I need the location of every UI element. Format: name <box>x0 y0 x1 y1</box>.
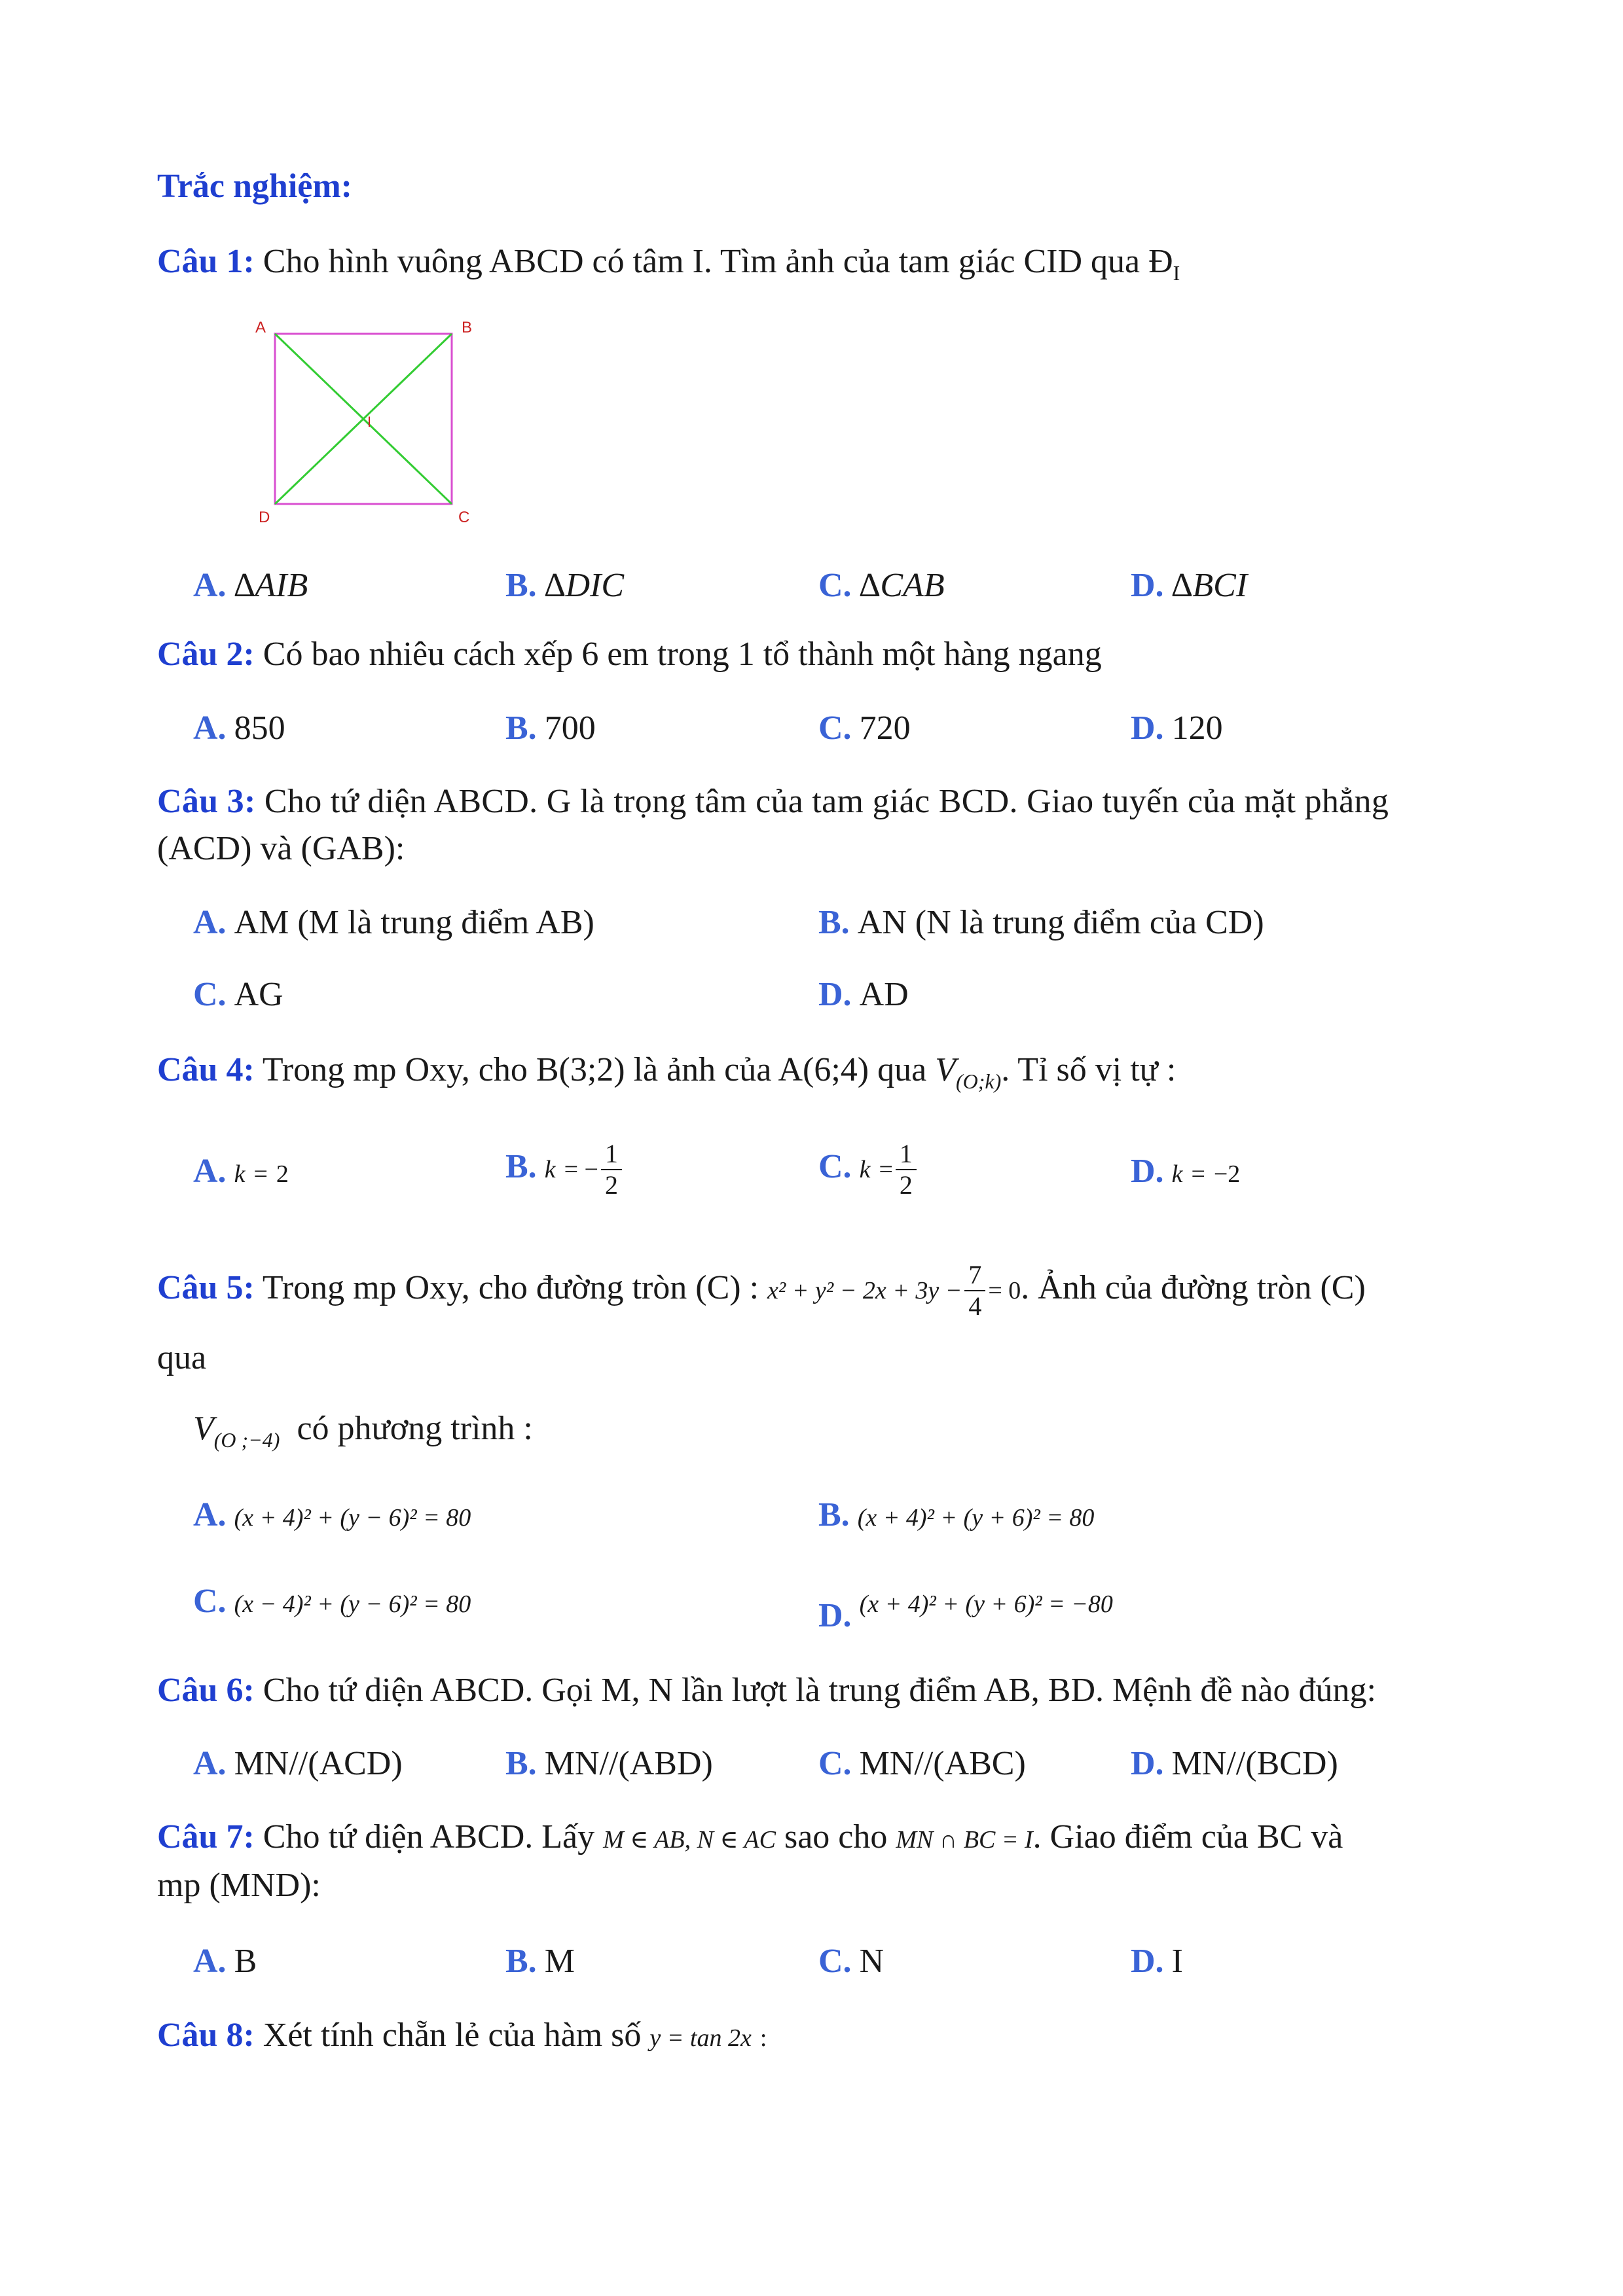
option-eq: = − <box>564 1155 598 1183</box>
question-6 <box>157 1668 1376 1713</box>
option-text: ∆BCI <box>1171 567 1248 604</box>
question-label: Câu 7: <box>157 1818 255 1856</box>
question-label: Câu 5: <box>157 1268 255 1306</box>
question-label: Câu 6: <box>157 1672 255 1709</box>
question-5-line-3 <box>193 1406 533 1452</box>
q4-option-d[interactable] <box>1131 1149 1240 1197</box>
q1-option-c[interactable] <box>818 563 945 609</box>
option-text: I <box>1171 1943 1183 1980</box>
q3-option-a[interactable] <box>193 900 594 946</box>
option-eq: = <box>253 1160 268 1188</box>
option-letter: B. <box>505 1943 537 1980</box>
homothety-subscript: (O;k) <box>955 1069 1002 1093</box>
q5-option-c[interactable] <box>193 1579 471 1627</box>
fraction-numerator: 1 <box>896 1139 917 1170</box>
question-8 <box>157 2013 767 2061</box>
option-text: ∆CAB <box>859 567 945 604</box>
vertex-label-a: A <box>255 319 266 336</box>
option-letter: A. <box>193 1943 227 1980</box>
q2-option-b[interactable] <box>505 706 596 751</box>
option-rhs: −2 <box>1213 1160 1241 1188</box>
option-letter: C. <box>818 1147 852 1185</box>
fraction-numerator: 7 <box>964 1260 985 1291</box>
q5-option-d[interactable] <box>818 1579 1113 1634</box>
question-5-line-2: qua <box>157 1339 207 1376</box>
fraction <box>964 1260 985 1321</box>
question-label: Câu 1: <box>157 243 255 280</box>
question-text: Xét tính chẵn lẻ của hàm số <box>263 2017 642 2054</box>
option-text: MN//(ACD) <box>234 1745 403 1782</box>
option-letter: B. <box>505 567 537 604</box>
option-lhs: k <box>859 1155 871 1183</box>
option-letter: C. <box>193 1583 227 1620</box>
option-letter: B. <box>818 904 850 941</box>
question-text: Trong mp Oxy, cho B(3;2) là ảnh của A(6;4) qua <box>262 1051 927 1088</box>
q1-option-b[interactable] <box>505 563 624 609</box>
question-3-line-2: (ACD) và (GAB): <box>157 830 405 867</box>
question-3 <box>157 779 1389 825</box>
q3-option-c[interactable] <box>193 972 283 1018</box>
option-text: MN//(BCD) <box>1171 1745 1338 1782</box>
option-letter: C. <box>818 1745 852 1782</box>
question-1 <box>157 239 1180 285</box>
option-letter: D. <box>1131 1745 1164 1782</box>
q5-option-a[interactable] <box>193 1492 471 1541</box>
option-text: 700 <box>544 709 596 747</box>
question-text: có phương trình : <box>297 1410 533 1447</box>
option-text: MN//(ABD) <box>544 1745 713 1782</box>
option-lhs: k <box>234 1160 246 1188</box>
q6-option-d[interactable] <box>1131 1741 1338 1787</box>
option-text: B <box>234 1943 257 1980</box>
fraction-numerator: 1 <box>601 1139 622 1170</box>
option-letter: D. <box>1131 709 1164 747</box>
section-heading: Trắc nghiệm: <box>157 168 352 205</box>
equation-end: = 0 <box>988 1276 1021 1304</box>
question-4 <box>157 1047 1176 1093</box>
question-text: Cho hình vuông ABCD có tâm I. Tìm ảnh của tam giác CID qua Đ <box>263 243 1173 280</box>
option-letter: A. <box>193 709 227 747</box>
question-text: Có bao nhiêu cách xếp 6 em trong 1 tổ thành một hàng ngang <box>263 636 1102 673</box>
option-text: (x + 4)² + (y − 6)² = 80 <box>234 1504 471 1532</box>
fraction <box>896 1139 917 1200</box>
option-letter: D. <box>1131 1943 1164 1980</box>
option-letter: D. <box>1131 567 1164 604</box>
option-text: AM (M là trung điểm AB) <box>234 904 594 941</box>
membership-expression: M ∈ AB, N ∈ AC <box>603 1826 776 1854</box>
option-letter: B. <box>505 1745 537 1782</box>
homothety-symbol: V <box>193 1410 214 1447</box>
q4-option-b[interactable] <box>505 1139 625 1200</box>
question-label: Câu 2: <box>157 636 255 673</box>
option-letter: B. <box>818 1496 850 1534</box>
question-text-end: . Ảnh của đường tròn (C) <box>1021 1268 1366 1306</box>
option-letter: A. <box>193 904 227 941</box>
question-label: Câu 3: <box>157 783 256 820</box>
q3-option-d[interactable] <box>818 972 909 1018</box>
circle-equation: x² + y² − 2x + 3y − <box>767 1276 962 1304</box>
question-text-mid: sao cho <box>784 1818 888 1856</box>
vertex-label-b: B <box>462 319 473 336</box>
homothety-symbol: V <box>935 1051 956 1088</box>
option-letter: A. <box>193 1496 227 1534</box>
option-letter: B. <box>505 1147 537 1185</box>
square-figure <box>249 314 498 530</box>
option-text: AD <box>859 976 909 1013</box>
q2-option-a[interactable] <box>193 706 285 751</box>
q2-option-c[interactable] <box>818 706 911 751</box>
q6-option-a[interactable] <box>193 1741 403 1787</box>
question-text-end: . Giao điểm của BC và <box>1032 1818 1343 1856</box>
question-text-end: . Tỉ số vị tự : <box>1001 1051 1176 1088</box>
question-text: Trong mp Oxy, cho đường tròn (C) : <box>262 1268 759 1306</box>
option-letter: B. <box>505 709 537 747</box>
question-7 <box>157 1814 1343 1863</box>
option-eq: = <box>1191 1160 1205 1188</box>
q3-option-b[interactable] <box>818 900 1264 946</box>
option-text: ∆DIC <box>544 567 625 604</box>
option-text: ∆AIB <box>234 567 308 604</box>
question-label: Câu 8: <box>157 2017 255 2054</box>
option-text: (x + 4)² + (y + 6)² = −80 <box>859 1590 1113 1618</box>
fraction-denominator: 2 <box>899 1170 913 1200</box>
vertex-label-c: C <box>458 509 470 526</box>
option-rhs: 2 <box>276 1160 289 1188</box>
option-letter: C. <box>818 709 852 747</box>
option-text: N <box>859 1943 884 1980</box>
q1-option-a[interactable] <box>193 563 308 609</box>
question-text: Cho tứ diện ABCD. Lấy <box>263 1818 595 1856</box>
question-text: Cho tứ diện ABCD. G là trọng tâm của tam giác BCD. Giao tuyến của mặt phẳng <box>264 783 1389 820</box>
vertex-label-d: D <box>259 509 270 526</box>
fraction <box>601 1139 622 1200</box>
option-letter: A. <box>193 1745 227 1782</box>
option-text: (x − 4)² + (y − 6)² = 80 <box>234 1590 471 1618</box>
q2-option-d[interactable] <box>1131 706 1223 751</box>
option-letter: D. <box>1131 1153 1164 1190</box>
question-5 <box>157 1260 1366 1321</box>
question-subscript: I <box>1173 261 1180 285</box>
q6-option-c[interactable] <box>818 1741 1026 1787</box>
q6-option-b[interactable] <box>505 1741 713 1787</box>
q7-option-a[interactable] <box>193 1939 257 1984</box>
option-text: 720 <box>859 709 911 747</box>
function-expression: y = tan 2x <box>649 2024 752 2052</box>
question-2 <box>157 632 1102 677</box>
option-letter: C. <box>818 1943 852 1980</box>
option-text: AG <box>234 976 283 1013</box>
option-letter: C. <box>193 976 227 1013</box>
q4-option-a[interactable] <box>193 1149 289 1197</box>
question-label: Câu 4: <box>157 1051 255 1088</box>
fraction-denominator: 2 <box>604 1170 618 1200</box>
question-7-line-2: mp (MND): <box>157 1867 321 1904</box>
q5-option-b[interactable] <box>818 1492 1094 1541</box>
homothety-subscript: (O ;−4) <box>213 1428 280 1452</box>
option-letter: C. <box>818 567 852 604</box>
option-text: MN//(ABC) <box>859 1745 1026 1782</box>
option-text: AN (N là trung điểm của CD) <box>857 904 1264 941</box>
option-eq: = <box>879 1155 893 1183</box>
fraction-denominator: 4 <box>968 1291 982 1321</box>
option-text: (x + 4)² + (y + 6)² = 80 <box>857 1504 1095 1532</box>
q7-option-c[interactable] <box>818 1939 884 1984</box>
question-text-end: : <box>759 2024 767 2052</box>
option-text: M <box>544 1943 575 1980</box>
option-lhs: k <box>1171 1160 1183 1188</box>
option-letter: A. <box>193 1153 227 1190</box>
q7-option-d[interactable] <box>1131 1939 1183 1984</box>
option-text: 850 <box>234 709 285 747</box>
q7-option-b[interactable] <box>505 1939 575 1984</box>
option-letter: D. <box>818 976 852 1013</box>
option-text: 120 <box>1171 709 1223 747</box>
intersection-expression: MN ∩ BC = I <box>896 1826 1033 1854</box>
center-label-i: I <box>367 414 372 430</box>
q4-option-c[interactable] <box>818 1139 919 1200</box>
q1-option-d[interactable] <box>1131 563 1247 609</box>
question-text: Cho tứ diện ABCD. Gọi M, N lần lượt là trung điểm AB, BD. Mệnh đề nào đúng: <box>263 1672 1376 1709</box>
option-lhs: k <box>544 1155 556 1183</box>
option-letter: D. <box>818 1597 852 1634</box>
option-letter: A. <box>193 567 227 604</box>
